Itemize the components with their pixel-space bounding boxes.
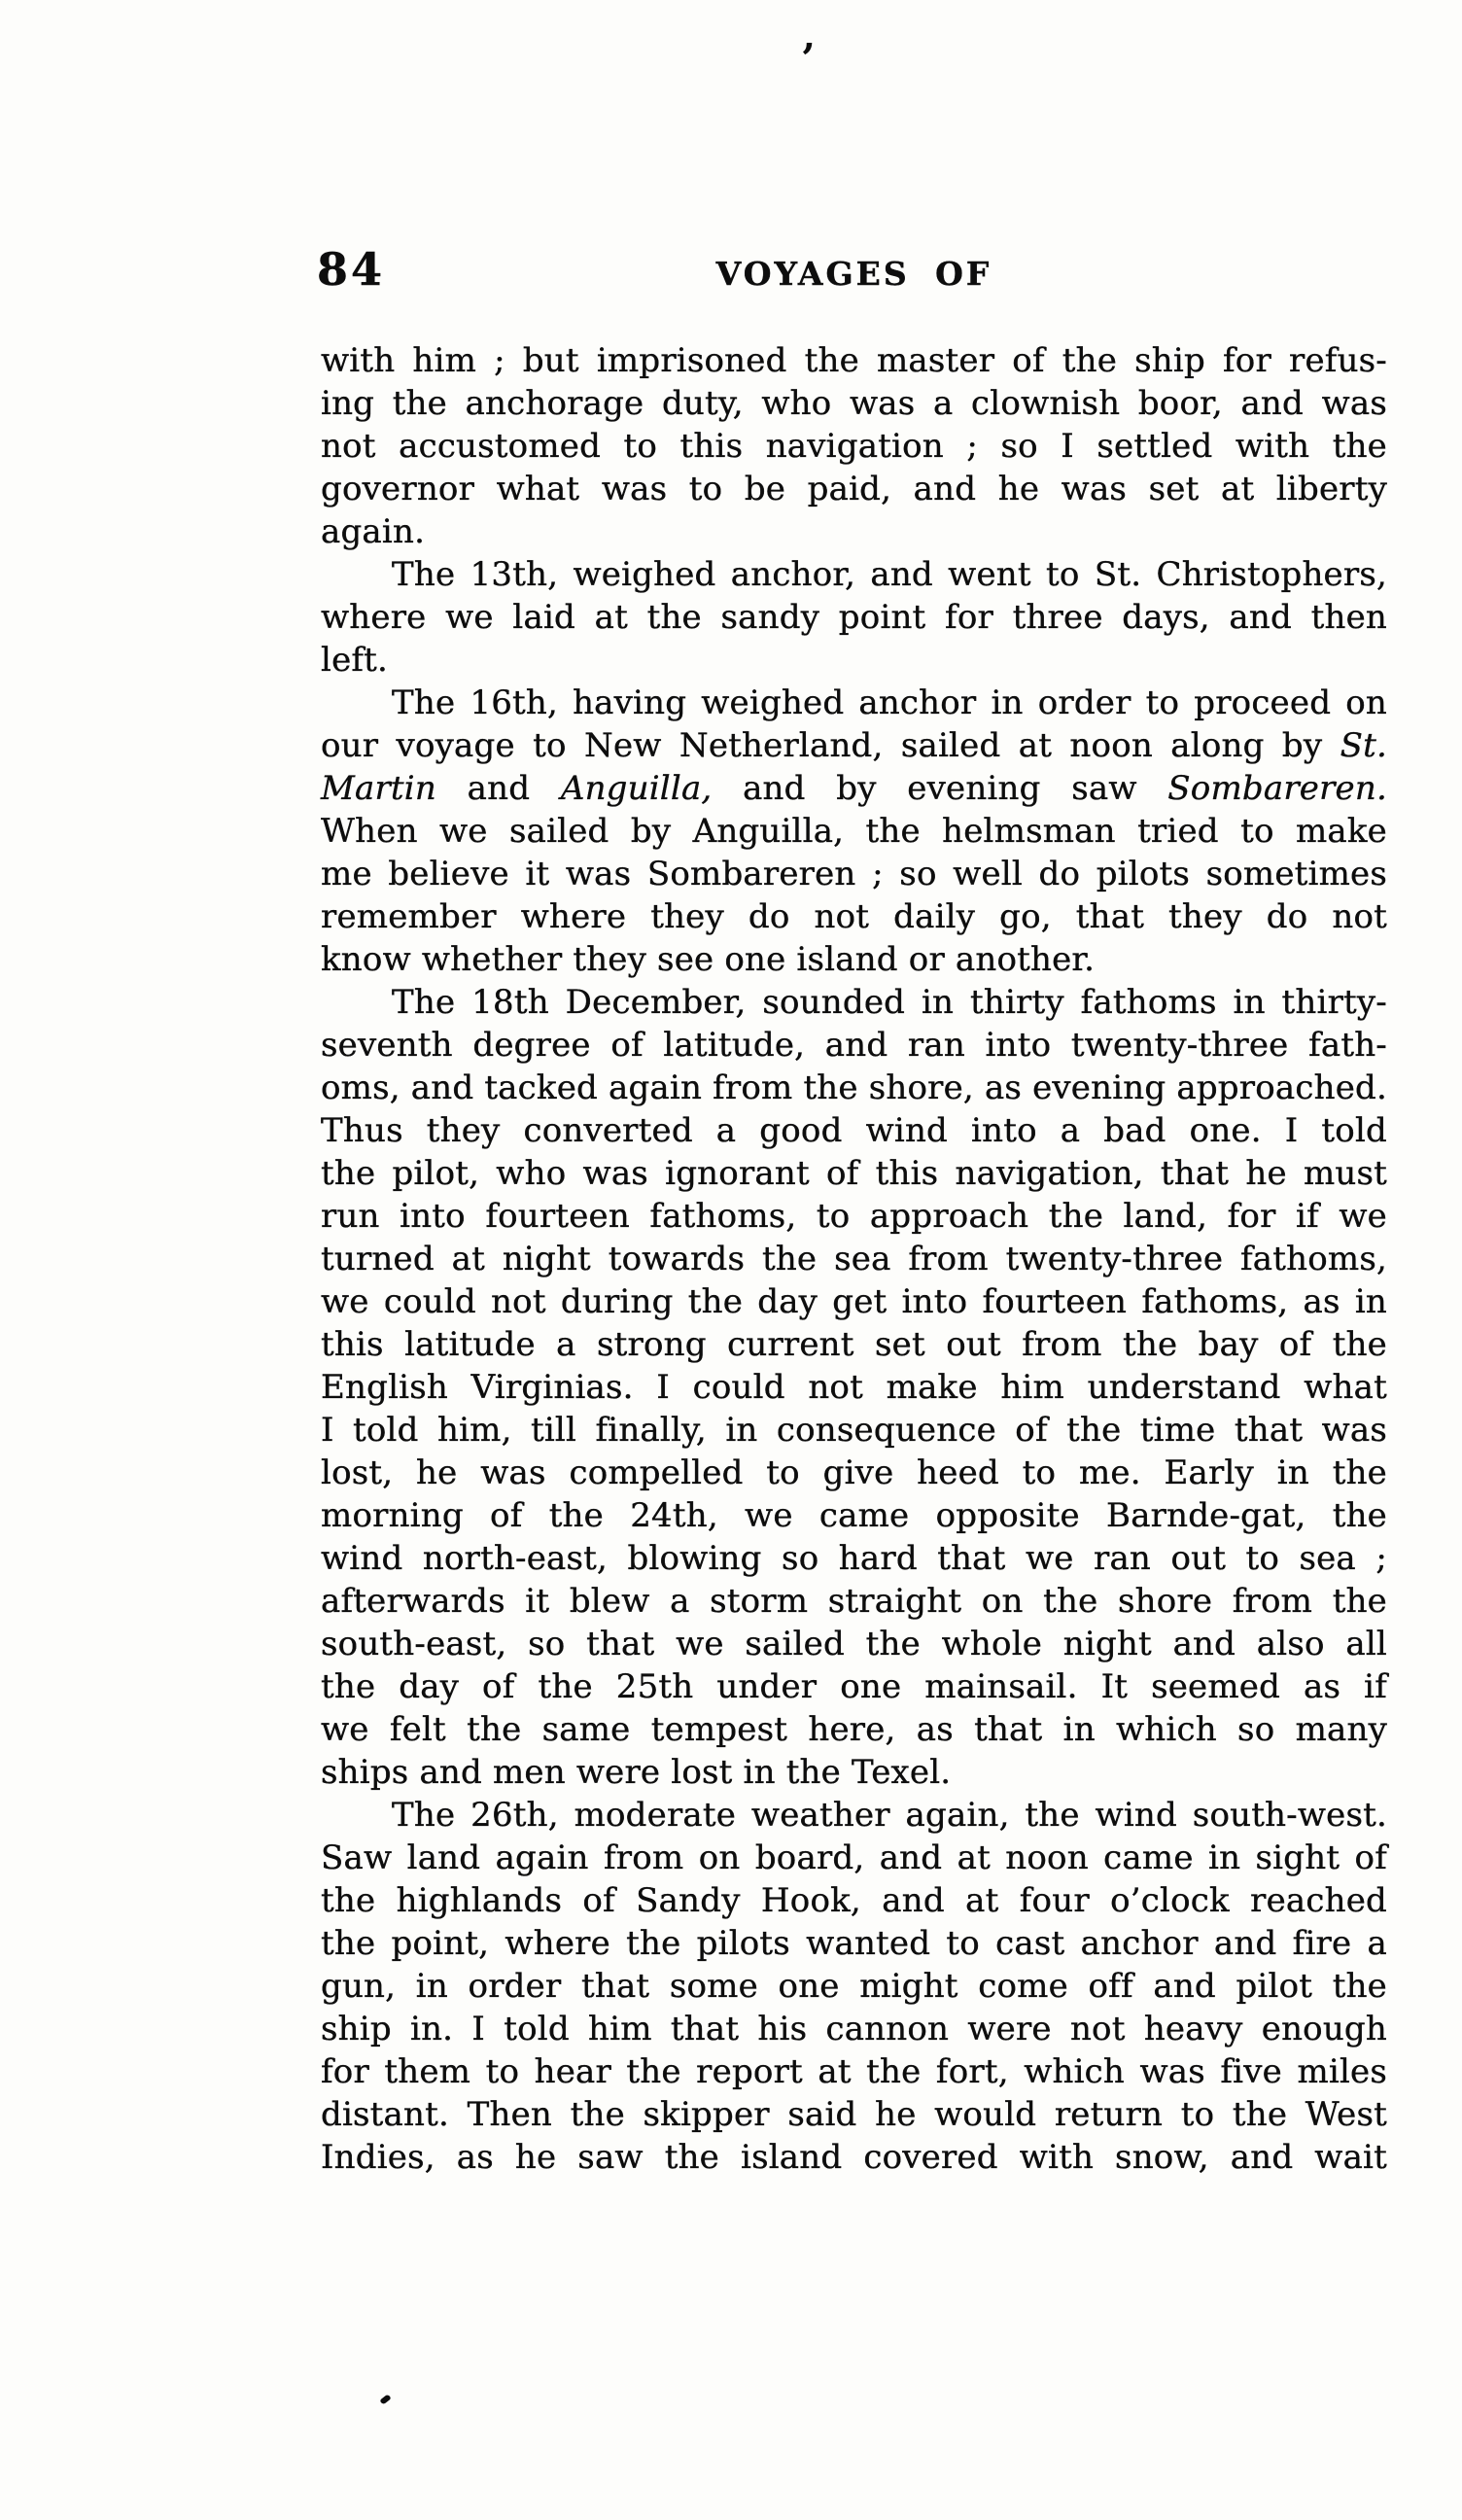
running-header-title: VOYAGES OF (715, 255, 992, 293)
text-line (321, 2093, 1387, 2136)
text-segment: again. (321, 512, 426, 551)
text-segment: ship in. I told him that his cannon were not heavy enough (321, 2010, 1387, 2048)
text-line (321, 1195, 1387, 1238)
text-segment: oms, and tacked again from the shore, as evening approached. (321, 1068, 1387, 1107)
text-line (321, 382, 1387, 425)
text-line (321, 596, 1387, 639)
text-segment: remember where they do not daily go, that they do not (321, 897, 1387, 936)
text-line (321, 938, 1387, 981)
text-line (321, 1879, 1387, 1922)
ink-speck-top: ’ (801, 35, 816, 83)
text-segment: we felt the same tempest here, as that in which so many (321, 1710, 1387, 1749)
text-segment: Indies, as he saw the island covered with snow, and wait (321, 2138, 1387, 2177)
text-segment: The 16th, having weighed anchor in order to proceed on (392, 683, 1387, 722)
text-segment: the highlands of Sandy Hook, and at four o’clock reached (321, 1881, 1387, 1920)
paragraph (321, 981, 1387, 1794)
text-line (321, 895, 1387, 938)
text-line (321, 1109, 1387, 1152)
text-segment: where we laid at the sandy point for three days, and then (321, 598, 1387, 637)
text-segment: Saw land again from on board, and at noon came in sight of (321, 1838, 1387, 1877)
text-line (321, 1238, 1387, 1280)
text-line (321, 339, 1387, 382)
italic-text-segment: St. (1340, 726, 1387, 765)
text-line (321, 553, 1387, 596)
text-segment: with him ; but imprisoned the master of the ship for refus- (321, 341, 1387, 380)
text-line (321, 682, 1387, 724)
page-text (321, 339, 1387, 2179)
text-line (321, 853, 1387, 895)
text-line (321, 1965, 1387, 2008)
text-line (321, 1794, 1387, 1837)
text-segment: I told him, till finally, in consequence of the time that was (321, 1411, 1387, 1450)
text-segment: seventh degree of latitude, and ran into twenty-three fath- (321, 1026, 1387, 1065)
text-line (321, 1837, 1387, 1879)
text-segment: The 18th December, sounded in thirty fathoms in thirty- (392, 983, 1387, 1022)
text-segment: our voyage to New Netherland, sailed at noon along by (321, 726, 1340, 765)
text-line (321, 1409, 1387, 1452)
text-line (321, 1580, 1387, 1623)
text-line (321, 1280, 1387, 1323)
text-segment: and by evening saw (712, 769, 1168, 808)
text-line (321, 639, 1387, 682)
text-line (321, 1024, 1387, 1067)
italic-text-segment: Anguilla, (560, 769, 713, 808)
text-segment: The 13th, weighed anchor, and went to St. Christophers, (392, 555, 1387, 594)
text-segment: for them to hear the report at the fort, which was five miles (321, 2052, 1387, 2091)
text-line (321, 1452, 1387, 1494)
text-line (321, 2136, 1387, 2179)
running-head (317, 243, 1387, 298)
text-segment: run into fourteen fathoms, to approach the land, for if we (321, 1197, 1387, 1236)
text-segment: ships and men were lost in the Texel. (321, 1753, 952, 1792)
text-segment: we could not during the day get into fourteen fathoms, as in (321, 1282, 1387, 1321)
text-segment: left. (321, 641, 389, 680)
text-line (321, 724, 1387, 767)
page-number: 84 (317, 243, 386, 296)
text-line (321, 1494, 1387, 1537)
text-line (321, 2008, 1387, 2050)
text-segment: me believe it was Sombareren ; so well do pilots sometimes (321, 855, 1387, 893)
text-segment: the pilot, who was ignorant of this navigation, that he must (321, 1154, 1387, 1193)
text-segment: When we sailed by Anguilla, the helmsman tried to make (321, 812, 1387, 851)
text-line (321, 2050, 1387, 2093)
text-line (321, 767, 1387, 810)
text-line (321, 1366, 1387, 1409)
text-line (321, 1922, 1387, 1965)
italic-text-segment: Martin (321, 769, 436, 808)
text-segment: gun, in order that some one might come off and pilot the (321, 1967, 1387, 2006)
text-line (321, 1708, 1387, 1751)
text-line (321, 1323, 1387, 1366)
text-line (321, 1067, 1387, 1109)
text-line (321, 1665, 1387, 1708)
text-segment: governor what was to be paid, and he was set at liberty (321, 470, 1387, 508)
text-line (321, 468, 1387, 510)
text-line (321, 425, 1387, 468)
text-segment: know whether they see one island or another. (321, 940, 1096, 979)
text-line (321, 1751, 1387, 1794)
text-segment: distant. Then the skipper said he would return to the West (321, 2095, 1387, 2134)
text-segment: and (435, 769, 561, 808)
paragraph (321, 1794, 1387, 2179)
text-segment: not accustomed to this navigation ; so I settled with the (321, 427, 1387, 466)
text-line (321, 981, 1387, 1024)
text-segment: this latitude a strong current set out from the bay of the (321, 1325, 1387, 1364)
text-segment: ing the anchorage duty, who was a clownish boor, and was (321, 384, 1387, 423)
text-segment: English Virginias. I could not make him understand what (321, 1368, 1387, 1407)
text-segment: afterwards it blew a storm straight on the shore from the (321, 1582, 1387, 1621)
italic-text-segment: Sombareren. (1167, 769, 1387, 808)
text-line (321, 510, 1387, 553)
text-line (321, 1623, 1387, 1665)
text-line (321, 1537, 1387, 1580)
paragraph (321, 682, 1387, 981)
paragraph (321, 553, 1387, 682)
text-line (321, 1152, 1387, 1195)
text-line (321, 810, 1387, 853)
paragraph (321, 339, 1387, 553)
text-segment: lost, he was compelled to give heed to me. Early in the (321, 1453, 1387, 1492)
ink-speck-bottom (379, 2394, 391, 2405)
text-segment: The 26th, moderate weather again, the wind south-west. (392, 1796, 1387, 1835)
text-segment: south-east, so that we sailed the whole night and also all (321, 1625, 1387, 1663)
text-segment: morning of the 24th, we came opposite Barnde-gat, the (321, 1496, 1387, 1535)
text-segment: the point, where the pilots wanted to cast anchor and fire a (321, 1924, 1387, 1963)
text-segment: Thus they converted a good wind into a bad one. I told (321, 1111, 1387, 1150)
text-segment: the day of the 25th under one mainsail. It seemed as if (321, 1667, 1387, 1706)
text-segment: turned at night towards the sea from twenty-three fathoms, (321, 1240, 1387, 1278)
text-segment: wind north-east, blowing so hard that we ran out to sea ; (321, 1539, 1387, 1578)
